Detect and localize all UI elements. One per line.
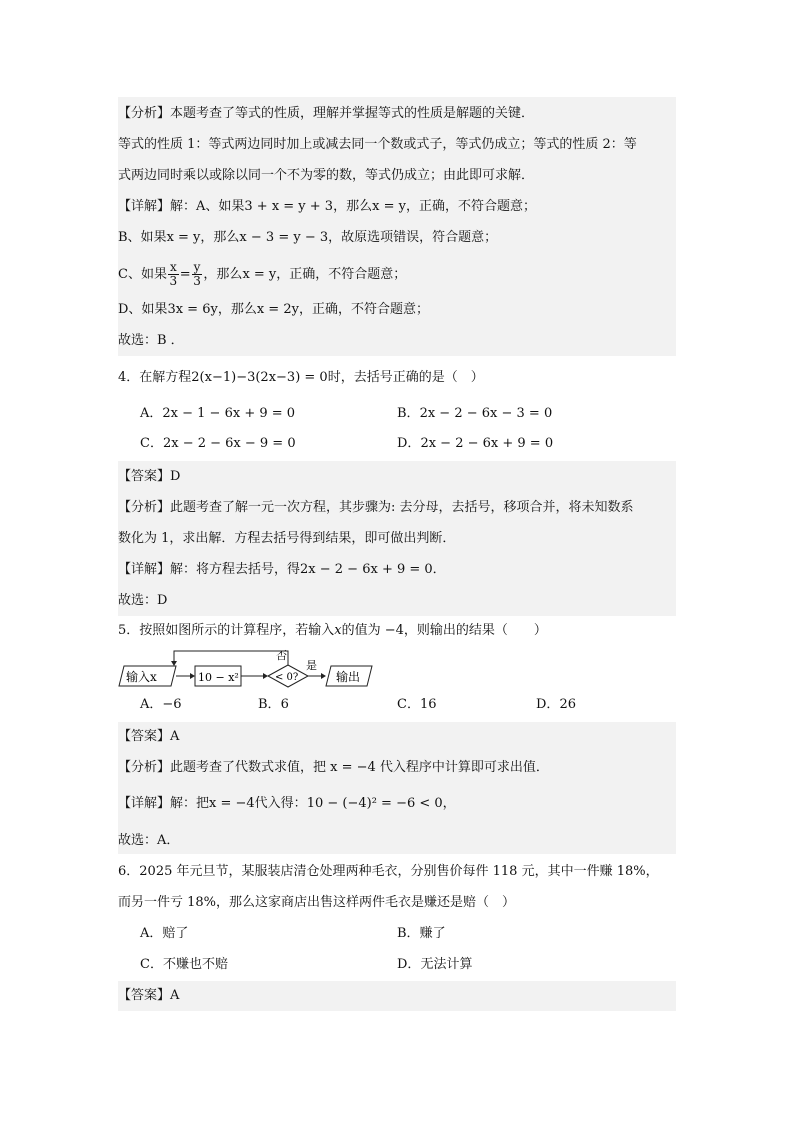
fraction [192, 261, 203, 288]
equation: 3x = 6y [167, 302, 218, 317]
q6-stem-line: 而另一件亏 18%，那么这家商店出售这样两件毛衣是赚还是赔（ ） [118, 895, 516, 910]
q5-answer: 【答案】A [118, 729, 180, 744]
denominator: 3 [193, 274, 201, 288]
flow-arrowhead [171, 661, 177, 666]
text: ，正确，不符合题意； [405, 199, 536, 214]
q3-detail-line-d [118, 300, 429, 320]
q3-analysis-line: 【分析】本题考查了等式的性质，理解并掌握等式的性质是解题的关键． [118, 106, 535, 121]
equation: 2(x−1)−3(2x−3) = 0 [191, 370, 328, 385]
text: B、如果 [118, 230, 167, 245]
q5-detail [118, 794, 456, 814]
text: ，那么 [203, 267, 243, 282]
option-value: 无法计算 [420, 957, 473, 972]
text: ，那么 [200, 230, 240, 245]
option-value: 16 [419, 697, 437, 712]
q3-property-line: 式两边同时乘以或除以同一个不为零的数，等式仍成立；由此即可求解． [118, 168, 535, 183]
q5-option-c [397, 695, 437, 715]
text: ，正确，不符合题意； [276, 267, 407, 282]
q5-analysis-line: 【分析】此题考查了代数式求值，把 x = −4 代入程序中计算即可求出值． [118, 760, 549, 775]
option-value: 不赚也不赔 [162, 957, 228, 972]
equation: x = y [372, 199, 406, 214]
numerator: y [193, 260, 201, 274]
flow-yes-label: 是 [306, 659, 317, 672]
option-expr: 2x − 1 − 6x + 9 = 0 [162, 406, 296, 421]
q6-solution-block [118, 981, 676, 1011]
numerator: x [169, 260, 177, 274]
q5-solution-block [118, 722, 676, 854]
text: 【详解】解：将方程去括号，得 [118, 562, 301, 577]
flow-no-label: 否 [276, 649, 287, 662]
q4-analysis-line: 数化为 1，求出解．方程去括号得到结果，即可做出判断． [118, 531, 456, 546]
equation: x = 2y [256, 302, 299, 317]
q4-stem [118, 368, 484, 388]
text: ，故原选项错误，符合题意； [328, 230, 498, 245]
text: C、如果 [118, 267, 167, 282]
text: ． [432, 562, 446, 577]
text: ， [442, 796, 456, 811]
q3-detail-line-a [118, 197, 536, 217]
q6-option-b [397, 924, 446, 944]
text: D、如果 [118, 302, 168, 317]
option-label: B． [258, 697, 281, 712]
option-label: B． [397, 926, 420, 941]
option-label: D． [397, 436, 421, 451]
option-value: −6 [162, 697, 182, 712]
text: ，那么 [333, 199, 373, 214]
q4-analysis-line: 【分析】此题考查了解一元一次方程，其步骤为: 去分母，去括号，移项合并，将未知数系 [118, 500, 634, 515]
option-label: C． [140, 436, 163, 451]
option-value: 赔了 [162, 926, 189, 941]
q6-option-d [397, 955, 472, 975]
option-value: 赚了 [419, 926, 446, 941]
option-value: 6 [280, 697, 289, 712]
equation: x = y [166, 230, 201, 245]
q5-stem [118, 621, 547, 641]
q4-option-a [140, 404, 295, 424]
text: ，那么 [217, 302, 257, 317]
option-value: 26 [559, 697, 576, 712]
flow-loop-line [174, 651, 288, 665]
q5-option-a [140, 695, 182, 715]
option-label: A． [140, 926, 163, 941]
q4-option-b [397, 404, 552, 424]
option-label: A． [140, 697, 163, 712]
option-label: A． [140, 406, 163, 421]
q6-answer: 【答案】A [118, 988, 180, 1003]
q3-choose-line: 故选：B ． [118, 333, 184, 348]
q3-detail-line-c [118, 260, 406, 290]
flow-output-label: 输出 [336, 670, 361, 684]
text: 4．在解方程 [118, 370, 192, 385]
option-label: D． [397, 957, 421, 972]
q4-option-d [397, 434, 553, 454]
equation: 10 − (−4)² = −6 < 0 [306, 796, 443, 811]
substitution: x = −4 [209, 796, 255, 811]
equation: 3 + x = y + 3 [244, 199, 334, 214]
q3-property-line: 等式的性质 1：等式两边同时加上或减去同一个数或式子，等式仍成立；等式的性质 2：等 [118, 137, 637, 152]
q4-option-c [140, 434, 296, 454]
text: 的值为 −4，则输出的结果（ ） [341, 623, 547, 638]
text: 【详解】解：A、如果 [118, 199, 245, 214]
q5-option-d [536, 695, 576, 715]
option-expr: 2x − 2 − 6x + 9 = 0 [420, 436, 554, 451]
q6-option-c [140, 955, 228, 975]
equals-sign: = [179, 267, 191, 282]
flow-input-label: 输入x [126, 670, 157, 684]
option-expr: 2x − 2 − 6x − 3 = 0 [419, 406, 553, 421]
option-label: C． [140, 957, 163, 972]
flow-arrowhead [190, 673, 195, 679]
denominator: 3 [169, 274, 178, 288]
q5-choose-line: 故选：A． [118, 833, 180, 848]
q5-option-b [258, 695, 289, 715]
variable: x [334, 623, 342, 638]
option-expr: 2x − 2 − 6x − 9 = 0 [162, 436, 296, 451]
text: 代入得： [254, 796, 307, 811]
q4-answer: 【答案】D [118, 469, 181, 484]
text: 【详解】解：把 [118, 796, 210, 811]
q6-option-a [140, 924, 188, 944]
equation: x − 3 = y − 3 [239, 230, 329, 245]
text: 时，去括号正确的是（ ） [327, 370, 484, 385]
text: ，正确，不符合题意； [298, 302, 429, 317]
equation: x = y [242, 267, 277, 282]
option-label: D． [536, 697, 560, 712]
flow-calc-label: 10 − x² [198, 671, 239, 684]
flow-arrowhead [321, 673, 326, 679]
flow-condition-label: < 0? [275, 672, 299, 683]
q5-flowchart [116, 644, 376, 690]
option-label: B． [397, 406, 420, 421]
q4-choose-line: 故选：D [118, 593, 168, 608]
text: 5．按照如图所示的计算程序，若输入 [118, 623, 335, 638]
equation: 2x − 2 − 6x + 9 = 0 [300, 562, 433, 577]
option-label: C． [397, 697, 420, 712]
q6-stem-line: 6．2025 年元旦节，某服装店清仓处理两种毛衣，分别售价每件 118 元，其中一件赚 18%， [118, 864, 659, 879]
q4-detail [118, 560, 446, 580]
q3-detail-line-b [118, 228, 497, 248]
fraction [168, 261, 179, 288]
